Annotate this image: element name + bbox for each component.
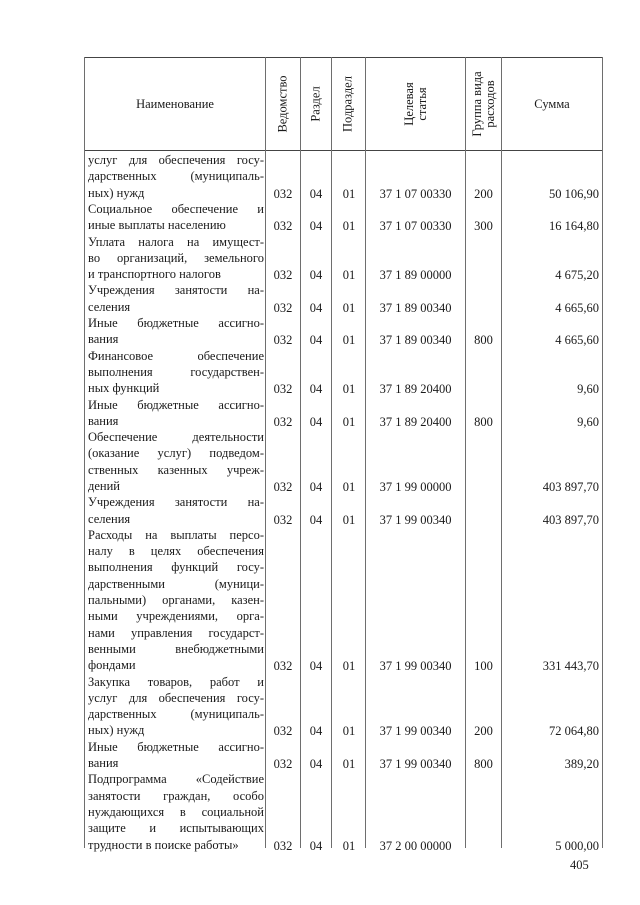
row-podrazdel: 01 bbox=[342, 659, 356, 674]
row-vedomstvo: 032 bbox=[273, 414, 293, 429]
row-razdel: 04 bbox=[309, 186, 323, 201]
row-name bbox=[88, 674, 264, 739]
row-podrazdel: 01 bbox=[342, 757, 356, 772]
row-celevaya: 37 2 00 00000 bbox=[379, 838, 452, 853]
row-name bbox=[88, 739, 264, 772]
row-name bbox=[88, 348, 264, 397]
row-name-line: выполнения функций госу- bbox=[88, 560, 264, 575]
row-celevaya: 37 1 89 00000 bbox=[379, 268, 452, 283]
row-name-line: нуждающихся в социальной bbox=[88, 804, 264, 819]
row-name-line: вания bbox=[88, 756, 119, 771]
row-celevaya: 37 1 89 00340 bbox=[379, 300, 452, 315]
header-bottom-border bbox=[84, 150, 603, 151]
row-gruppa: 100 bbox=[474, 659, 493, 674]
row-name bbox=[88, 494, 264, 527]
row-gruppa: 800 bbox=[474, 757, 493, 772]
row-celevaya: 37 1 89 20400 bbox=[379, 414, 452, 429]
row-summa: 72 064,80 bbox=[549, 724, 599, 739]
row-celevaya: 37 1 07 00330 bbox=[379, 219, 452, 234]
row-name-line: ных функций bbox=[88, 381, 160, 396]
row-vedomstvo: 032 bbox=[273, 300, 293, 315]
row-name-line: нами управления государст- bbox=[88, 625, 264, 640]
row-razdel: 04 bbox=[309, 300, 323, 315]
row-podrazdel: 01 bbox=[342, 512, 356, 527]
row-summa: 4 665,60 bbox=[555, 333, 599, 348]
row-vedomstvo: 032 bbox=[273, 268, 293, 283]
row-vedomstvo: 032 bbox=[273, 479, 293, 494]
row-name-line: выполнения государствен- bbox=[88, 364, 264, 379]
row-podrazdel: 01 bbox=[342, 219, 356, 234]
row-name-line: Уплата налога на имущест- bbox=[88, 234, 264, 249]
row-name-line: Обеспечение деятельности bbox=[88, 430, 264, 445]
row-podrazdel: 01 bbox=[342, 479, 356, 494]
row-name-line: Закупка товаров, работ и bbox=[88, 674, 264, 689]
row-celevaya: 37 1 99 00340 bbox=[379, 659, 452, 674]
row-name-line: селения bbox=[88, 511, 131, 526]
row-summa: 331 443,70 bbox=[542, 659, 599, 674]
row-vedomstvo: 032 bbox=[273, 838, 293, 853]
row-name-line: Иные бюджетные ассигно- bbox=[88, 397, 264, 412]
row-name-line: дарственными (муници- bbox=[88, 576, 264, 591]
header-gruppa-line1: Группа вида bbox=[470, 71, 484, 137]
row-name bbox=[88, 527, 264, 674]
row-razdel: 04 bbox=[309, 414, 323, 429]
row-celevaya: 37 1 99 00340 bbox=[379, 512, 452, 527]
row-summa: 5 000,00 bbox=[555, 838, 599, 853]
row-razdel: 04 bbox=[309, 659, 323, 674]
row-name bbox=[88, 152, 264, 201]
row-podrazdel: 01 bbox=[342, 333, 356, 348]
row-name-line: и транспортного налогов bbox=[88, 267, 221, 282]
row-name-line: услуг для обеспечения госу- bbox=[88, 153, 264, 167]
row-name-line: (оказание услуг) подведом- bbox=[88, 446, 264, 461]
header-gruppa bbox=[471, 71, 497, 136]
row-name-line: Учреждения занятости на- bbox=[88, 283, 264, 298]
row-gruppa: 200 bbox=[474, 186, 493, 201]
row-name-line: селения bbox=[88, 299, 131, 314]
row-name bbox=[88, 397, 264, 430]
header-name-label: Наименование bbox=[136, 96, 214, 111]
row-name-line: Расходы на выплаты персо- bbox=[88, 527, 264, 542]
row-name-line: услуг для обеспечения госу- bbox=[88, 690, 264, 705]
row-celevaya: 37 1 89 00340 bbox=[379, 333, 452, 348]
row-name-line: трудности в поиске работы» bbox=[88, 837, 239, 852]
row-razdel: 04 bbox=[309, 219, 323, 234]
row-podrazdel: 01 bbox=[342, 724, 356, 739]
row-razdel: 04 bbox=[309, 512, 323, 527]
row-name bbox=[88, 429, 264, 494]
page-number: 405 bbox=[570, 858, 589, 872]
row-name-line: занятости граждан, особо bbox=[88, 788, 264, 803]
row-vedomstvo: 032 bbox=[273, 659, 293, 674]
row-celevaya: 37 1 07 00330 bbox=[379, 186, 452, 201]
row-gruppa: 800 bbox=[474, 414, 493, 429]
row-razdel: 04 bbox=[309, 838, 323, 853]
row-summa: 16 164,80 bbox=[549, 219, 599, 234]
row-name-line: во организаций, земельного bbox=[88, 250, 264, 265]
row-celevaya: 37 1 89 20400 bbox=[379, 382, 452, 397]
header-summa-label: Сумма bbox=[534, 96, 570, 111]
row-vedomstvo: 032 bbox=[273, 382, 293, 397]
header-podrazdel: Подраздел bbox=[340, 76, 355, 132]
row-name bbox=[88, 771, 264, 852]
row-name bbox=[88, 315, 264, 348]
row-name-line: вания bbox=[88, 332, 119, 347]
header-celevaya bbox=[403, 82, 429, 125]
row-name-line: Социальное обеспечение и bbox=[88, 201, 264, 216]
row-name-line: ных) нужд bbox=[88, 723, 145, 738]
row-name-line: налу в целях обеспечения bbox=[88, 544, 264, 559]
row-name-line: Учреждения занятости на- bbox=[88, 495, 264, 510]
row-summa: 9,60 bbox=[577, 414, 599, 429]
row-name-line: фондами bbox=[88, 658, 136, 673]
row-name-line: дарственных (муниципаль- bbox=[88, 169, 264, 184]
row-name-line: пальными) органами, казен- bbox=[88, 593, 264, 608]
row-celevaya: 37 1 99 00340 bbox=[379, 724, 452, 739]
row-vedomstvo: 032 bbox=[273, 333, 293, 348]
row-podrazdel: 01 bbox=[342, 382, 356, 397]
row-razdel: 04 bbox=[309, 724, 323, 739]
row-summa: 50 106,90 bbox=[549, 186, 599, 201]
row-razdel: 04 bbox=[309, 268, 323, 283]
header-name bbox=[85, 58, 265, 150]
row-podrazdel: 01 bbox=[342, 300, 356, 315]
row-podrazdel: 01 bbox=[342, 268, 356, 283]
row-name-line: ными учреждениями, орга- bbox=[88, 609, 264, 624]
row-razdel: 04 bbox=[309, 479, 323, 494]
row-summa: 9,60 bbox=[577, 382, 599, 397]
row-gruppa: 300 bbox=[474, 219, 493, 234]
row-name-line: ных) нужд bbox=[88, 185, 145, 200]
row-summa: 4 665,60 bbox=[555, 300, 599, 315]
row-vedomstvo: 032 bbox=[273, 757, 293, 772]
row-celevaya: 37 1 99 00000 bbox=[379, 479, 452, 494]
row-gruppa: 800 bbox=[474, 333, 493, 348]
row-gruppa: 200 bbox=[474, 724, 493, 739]
row-name-line: защите и испытывающих bbox=[88, 821, 264, 836]
row-name-line: ственных казенных учреж- bbox=[88, 462, 264, 477]
header-celevaya-line2: статья bbox=[415, 87, 429, 121]
row-name-line: Иные бюджетные ассигно- bbox=[88, 739, 264, 754]
row-summa: 403 897,70 bbox=[542, 512, 599, 527]
header-gruppa-line2: расходов bbox=[483, 80, 497, 128]
row-name-line: вания bbox=[88, 413, 119, 428]
header-vedomstvo: Ведомство bbox=[275, 75, 290, 133]
row-razdel: 04 bbox=[309, 757, 323, 772]
row-summa: 389,20 bbox=[564, 757, 599, 772]
row-vedomstvo: 032 bbox=[273, 512, 293, 527]
row-name-line: Иные бюджетные ассигно- bbox=[88, 316, 264, 330]
column-line bbox=[501, 57, 502, 848]
row-name-line: Финансовое обеспечение bbox=[88, 348, 264, 363]
row-celevaya: 37 1 99 00340 bbox=[379, 757, 452, 772]
row-podrazdel: 01 bbox=[342, 186, 356, 201]
row-name-line: венными внебюджетными bbox=[88, 641, 264, 656]
row-razdel: 04 bbox=[309, 333, 323, 348]
row-vedomstvo: 032 bbox=[273, 186, 293, 201]
row-vedomstvo: 032 bbox=[273, 219, 293, 234]
row-name-line: дений bbox=[88, 478, 120, 493]
row-name-line: Подпрограмма «Содействие bbox=[88, 772, 264, 787]
row-podrazdel: 01 bbox=[342, 414, 356, 429]
row-name bbox=[88, 234, 264, 283]
row-name bbox=[88, 282, 264, 315]
header-summa bbox=[502, 58, 602, 150]
header-celevaya-line1: Целевая bbox=[402, 82, 416, 126]
column-line bbox=[602, 57, 603, 848]
row-podrazdel: 01 bbox=[342, 838, 356, 853]
row-name bbox=[88, 201, 264, 234]
header-razdel: Раздел bbox=[308, 86, 323, 122]
row-razdel: 04 bbox=[309, 382, 323, 397]
row-name-line: дарственных (муниципаль- bbox=[88, 707, 264, 722]
row-summa: 403 897,70 bbox=[542, 479, 599, 494]
row-vedomstvo: 032 bbox=[273, 724, 293, 739]
column-line bbox=[84, 57, 85, 848]
row-name-line: иные выплаты населению bbox=[88, 218, 226, 233]
row-summa: 4 675,20 bbox=[555, 268, 599, 283]
